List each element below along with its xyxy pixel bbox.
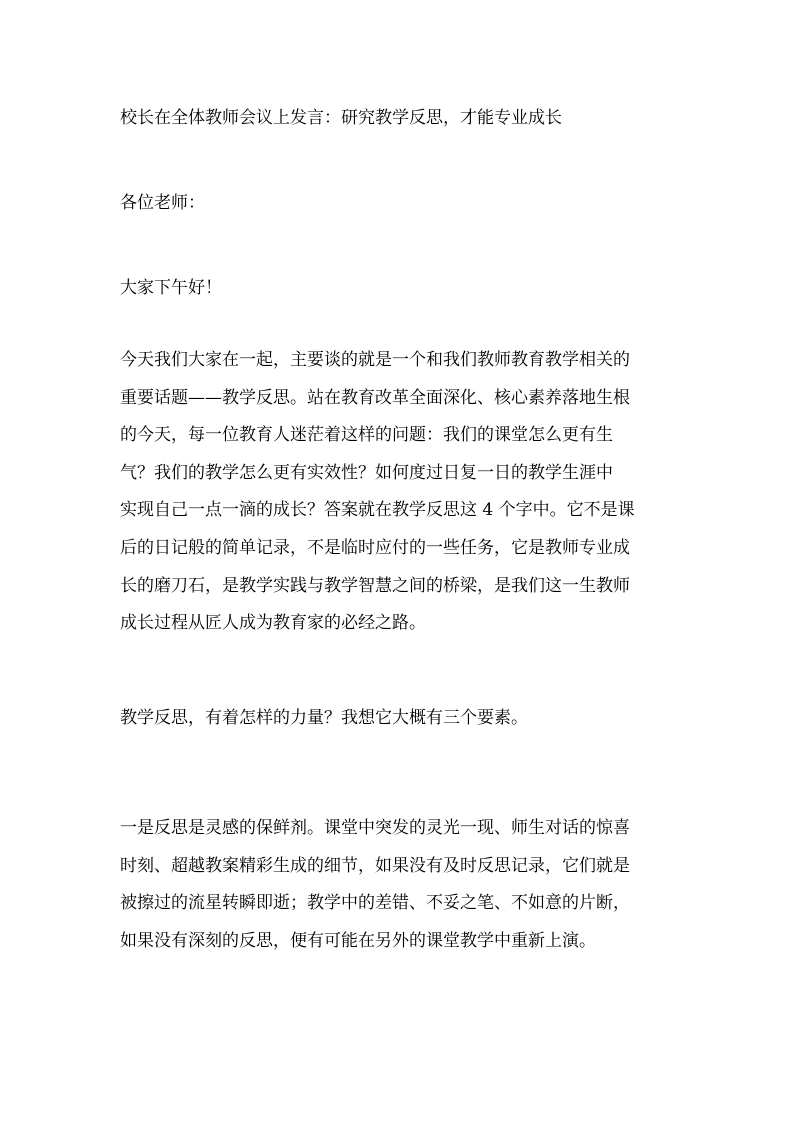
paragraph-first-element — [120, 810, 680, 960]
paragraph-line: 被擦过的流星转瞬即逝；教学中的差错、不妥之笔、不如意的片断， — [120, 893, 630, 914]
salutation-line: 各位老师： — [120, 193, 205, 213]
paragraph-line: 如果没有深刻的反思，便有可能在另外的课堂教学中重新上演。 — [120, 930, 596, 951]
paragraph-line: 成长过程从匠人成为教育家的必经之路。 — [120, 613, 426, 634]
paragraph-intro — [120, 342, 680, 643]
paragraph-line: 的今天，每一位教育人迷茫着这样的问题：我们的课堂怎么更有生 — [120, 425, 613, 446]
paragraph-question — [120, 700, 680, 738]
paragraph-line: 教学反思，有着怎样的力量？我想它大概有三个要素。 — [120, 708, 528, 728]
greeting — [120, 270, 680, 308]
paragraph-line: 一是反思是灵感的保鲜剂。课堂中突发的灵光一现、师生对话的惊喜 — [120, 818, 630, 838]
paragraph-line: 重要话题——教学反思。站在教育改革全面深化、核心素养落地生根 — [120, 387, 630, 408]
paragraph-line: 长的磨刀石，是教学实践与教学智慧之间的桥梁，是我们这一生教师 — [120, 575, 630, 596]
document-title — [120, 100, 680, 138]
paragraph-line: 后的日记般的简单记录，不是临时应付的一些任务，它是教师专业成 — [120, 537, 630, 558]
title-line: 校长在全体教师会议上发言：研究教学反思，才能专业成长 — [120, 108, 562, 128]
greeting-line: 大家下午好！ — [120, 278, 222, 298]
paragraph-line: 今天我们大家在一起，主要谈的就是一个和我们教师教育教学相关的 — [120, 350, 630, 370]
paragraph-line: 时刻、超越教案精彩生成的细节，如果没有及时反思记录，它们就是 — [120, 855, 630, 876]
paragraph-line: 气？我们的教学怎么更有实效性？如何度过日复一日的教学生涯中 — [120, 462, 613, 483]
salutation — [120, 185, 680, 223]
paragraph-line: 实现自己一点一滴的成长？答案就在教学反思这 4 个字中。它不是课 — [120, 500, 635, 521]
